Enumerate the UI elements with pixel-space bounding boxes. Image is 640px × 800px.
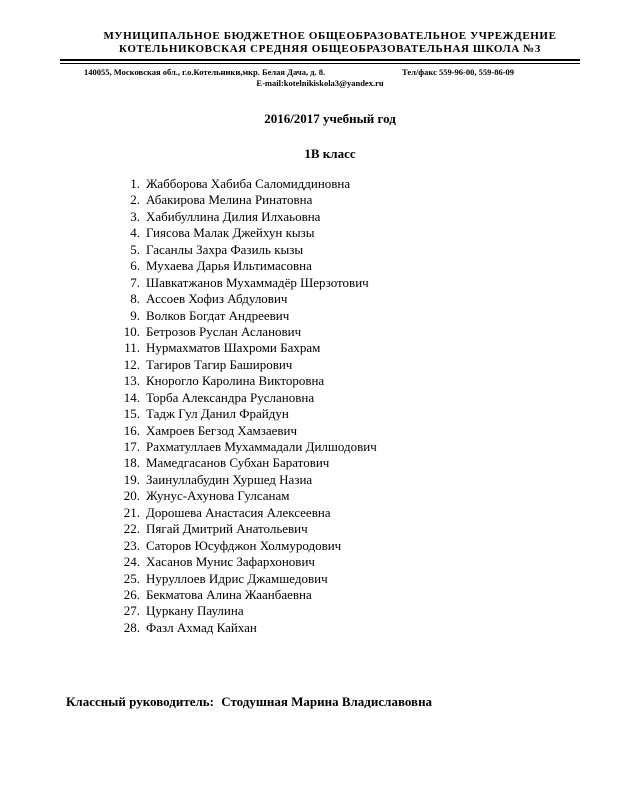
student-name: Тадж Гул Данил Фрайдун <box>146 406 289 422</box>
list-item <box>0 242 640 258</box>
class-teacher-label: Классный руководитель: <box>66 694 214 709</box>
class-teacher-name: Стодушная Марина Владиславовна <box>221 694 433 709</box>
list-item <box>0 455 640 471</box>
list-item <box>0 176 640 192</box>
list-item <box>0 406 640 422</box>
student-number: 7. <box>130 274 140 290</box>
student-name: Нурмахматов Шахроми Бахрам <box>146 340 321 356</box>
student-name: Бетрозов Руслан Асланович <box>146 323 302 339</box>
student-name: Ассоев Хофиз Абдулович <box>146 291 288 307</box>
student-number: 15. <box>123 406 140 422</box>
list-item <box>0 587 640 603</box>
list-item <box>0 521 640 537</box>
list-item <box>0 357 640 373</box>
student-name: Абакирова Мелина Ринатовна <box>146 192 313 208</box>
list-item <box>0 423 640 439</box>
student-number: 19. <box>123 471 140 487</box>
student-number: 11. <box>124 340 140 356</box>
school-name-line2: КОТЕЛЬНИКОВСКАЯ СРЕДНЯЯ ОБЩЕОБРАЗОВАТЕЛЬНАЯ ШКОЛА №3 <box>119 43 541 55</box>
student-name: Тагиров Тагир Баширович <box>146 356 293 372</box>
student-name: Заинуллабудин Хуршед Назиа <box>146 471 313 487</box>
student-number: 23. <box>123 537 140 553</box>
student-name: Дорошева Анастасия Алексеевна <box>146 504 331 520</box>
class-heading: 1В класс <box>304 146 356 161</box>
list-item <box>0 554 640 570</box>
list-item <box>0 488 640 504</box>
list-item <box>0 308 640 324</box>
school-phone: Тел/факс 559-96-00, 559-86-09 <box>402 67 515 77</box>
school-address: 140055, Московская обл., г.о.Котельники,мкр. Белая Дача, д. 8. <box>84 67 326 77</box>
student-name: Рахматуллаев Мухаммадали Дилшодович <box>146 439 377 454</box>
student-number: 5. <box>130 241 140 257</box>
student-number: 2. <box>130 192 140 208</box>
student-number: 24. <box>123 554 140 570</box>
student-number: 20. <box>123 488 140 504</box>
student-number: 4. <box>130 225 140 241</box>
list-item <box>0 258 640 274</box>
student-number: 27. <box>123 603 140 619</box>
student-number: 18. <box>123 455 140 471</box>
list-item <box>0 620 640 636</box>
student-name: Торба Александра Руслановна <box>146 389 315 405</box>
list-item <box>0 472 640 488</box>
list-item <box>0 209 640 225</box>
list-item <box>0 505 640 521</box>
list-item <box>0 571 640 587</box>
student-number: 12. <box>123 356 140 372</box>
list-item <box>0 225 640 241</box>
student-name: Цуркану Паулина <box>146 603 244 619</box>
list-item <box>0 340 640 356</box>
student-number: 3. <box>130 208 140 224</box>
student-name: Хасанов Мунис Зафархонович <box>146 554 315 570</box>
student-name: Жунус-Ахунова Гулсанам <box>146 488 290 504</box>
list-item <box>0 324 640 340</box>
student-name: Кнорогло Каролина Викторовна <box>146 373 325 389</box>
student-name: Фазл Ахмад Кайхан <box>146 619 257 635</box>
student-name: Бекматова Алина Жаанбаевна <box>146 586 312 602</box>
list-item <box>0 373 640 389</box>
student-name: Шавкатжанов Мухаммадёр Шерзотович <box>146 274 369 290</box>
student-number: 10. <box>123 323 140 339</box>
header-rule-top <box>60 59 580 61</box>
header-rule-bottom <box>60 63 580 64</box>
student-name: Хабибуллина Дилия Илхаьовна <box>146 208 321 224</box>
list-item <box>0 439 640 455</box>
student-number: 17. <box>123 439 140 454</box>
student-name: Гасанлы Захра Фазиль кызы <box>146 241 304 257</box>
student-number: 8. <box>130 291 140 307</box>
list-item <box>0 538 640 554</box>
list-item <box>0 390 640 406</box>
student-number: 16. <box>123 422 140 438</box>
student-number: 26. <box>123 586 140 602</box>
student-name: Нуруллоев Идрис Джамшедович <box>146 570 328 586</box>
student-name: Волков Богдат Андреевич <box>146 307 290 323</box>
list-item <box>0 603 640 619</box>
student-name: Мамедгасанов Субхан Баратович <box>146 455 330 471</box>
student-name: Хамроев Бегзод Хамзаевич <box>146 422 298 438</box>
student-number: 28. <box>123 619 140 635</box>
student-number: 1. <box>130 176 140 191</box>
list-item <box>0 291 640 307</box>
student-list <box>0 176 640 636</box>
student-number: 13. <box>123 373 140 389</box>
student-name: Саторов Юсуфджон Холмуродович <box>146 537 342 553</box>
student-name: Жабборова Хабиба Саломиддиновна <box>146 176 351 191</box>
student-number: 9. <box>130 307 140 323</box>
student-number: 6. <box>130 258 140 274</box>
class-teacher-line <box>66 694 432 710</box>
school-email: E-mail:kotelnikiskola3@yandex.ru <box>256 78 384 88</box>
list-item <box>0 192 640 208</box>
student-name: Пягай Дмитрий Анатольевич <box>146 521 308 537</box>
student-number: 22. <box>123 521 140 537</box>
student-name: Мухаева Дарья Ильтимасовна <box>146 258 312 274</box>
school-year-heading: 2016/2017 учебный год <box>264 111 396 126</box>
list-item <box>0 275 640 291</box>
student-number: 14. <box>123 389 140 405</box>
student-name: Гиясова Малак Джейхун кызы <box>146 225 315 241</box>
school-name-line1: МУНИЦИПАЛЬНОЕ БЮДЖЕТНОЕ ОБЩЕОБРАЗОВАТЕЛЬНОЕ УЧРЕЖДЕНИЕ <box>103 30 557 42</box>
student-number: 21. <box>123 504 140 520</box>
student-number: 25. <box>123 570 140 586</box>
